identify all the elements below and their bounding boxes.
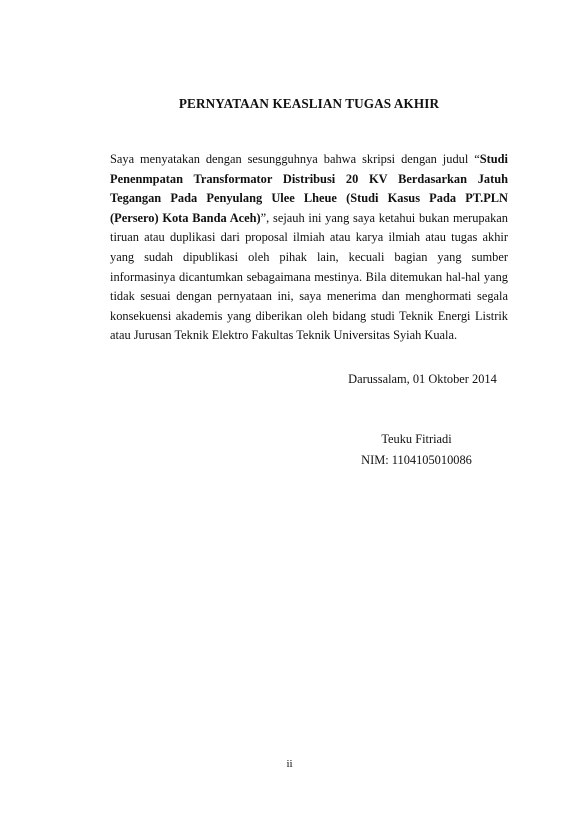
thesis-title: Studi Penenmpatan Transformator Distribusi 20 KV Berdasarkan Jatuh Tegangan Pada Penyulang Ulee Lheue (Studi Kasus Pada PT.PLN (Persero) Kota Banda Aceh) [110, 152, 508, 225]
author-nim: NIM: 1104105010086 [361, 453, 472, 467]
page-title: PERNYATAAN KEASLIAN TUGAS AKHIR [178, 96, 440, 111]
page-number: ii [286, 758, 293, 770]
statement-rest: ”, sejauh ini yang saya ketahui bukan merupakan tiruan atau duplikasi dari proposal ilmiah atau karya ilmiah atau tugas akhir yang sudah dipublikasi oleh pihak lain, kecuali bagian yang sumber informasinya dicantumkan sebagaimana mestinya. Bila ditemukan hal-hal yang tidak sesuai dengan pernyataan ini, saya menerima dan menghormati segala konsekuensi akademis yang diberikan oleh bidang studi Teknik Energi Listrik atau Jurusan Teknik Elektro Fakultas Teknik Universitas Syiah Kuala. [110, 210, 508, 343]
author-name: Teuku Fitriadi [381, 432, 452, 446]
statement-intro: Saya menyatakan dengan sesungguhnya bahwa skripsi dengan judul “ [110, 152, 480, 166]
statement-paragraph [110, 150, 508, 346]
place-date: Darussalam, 01 Oktober 2014 [348, 372, 497, 386]
